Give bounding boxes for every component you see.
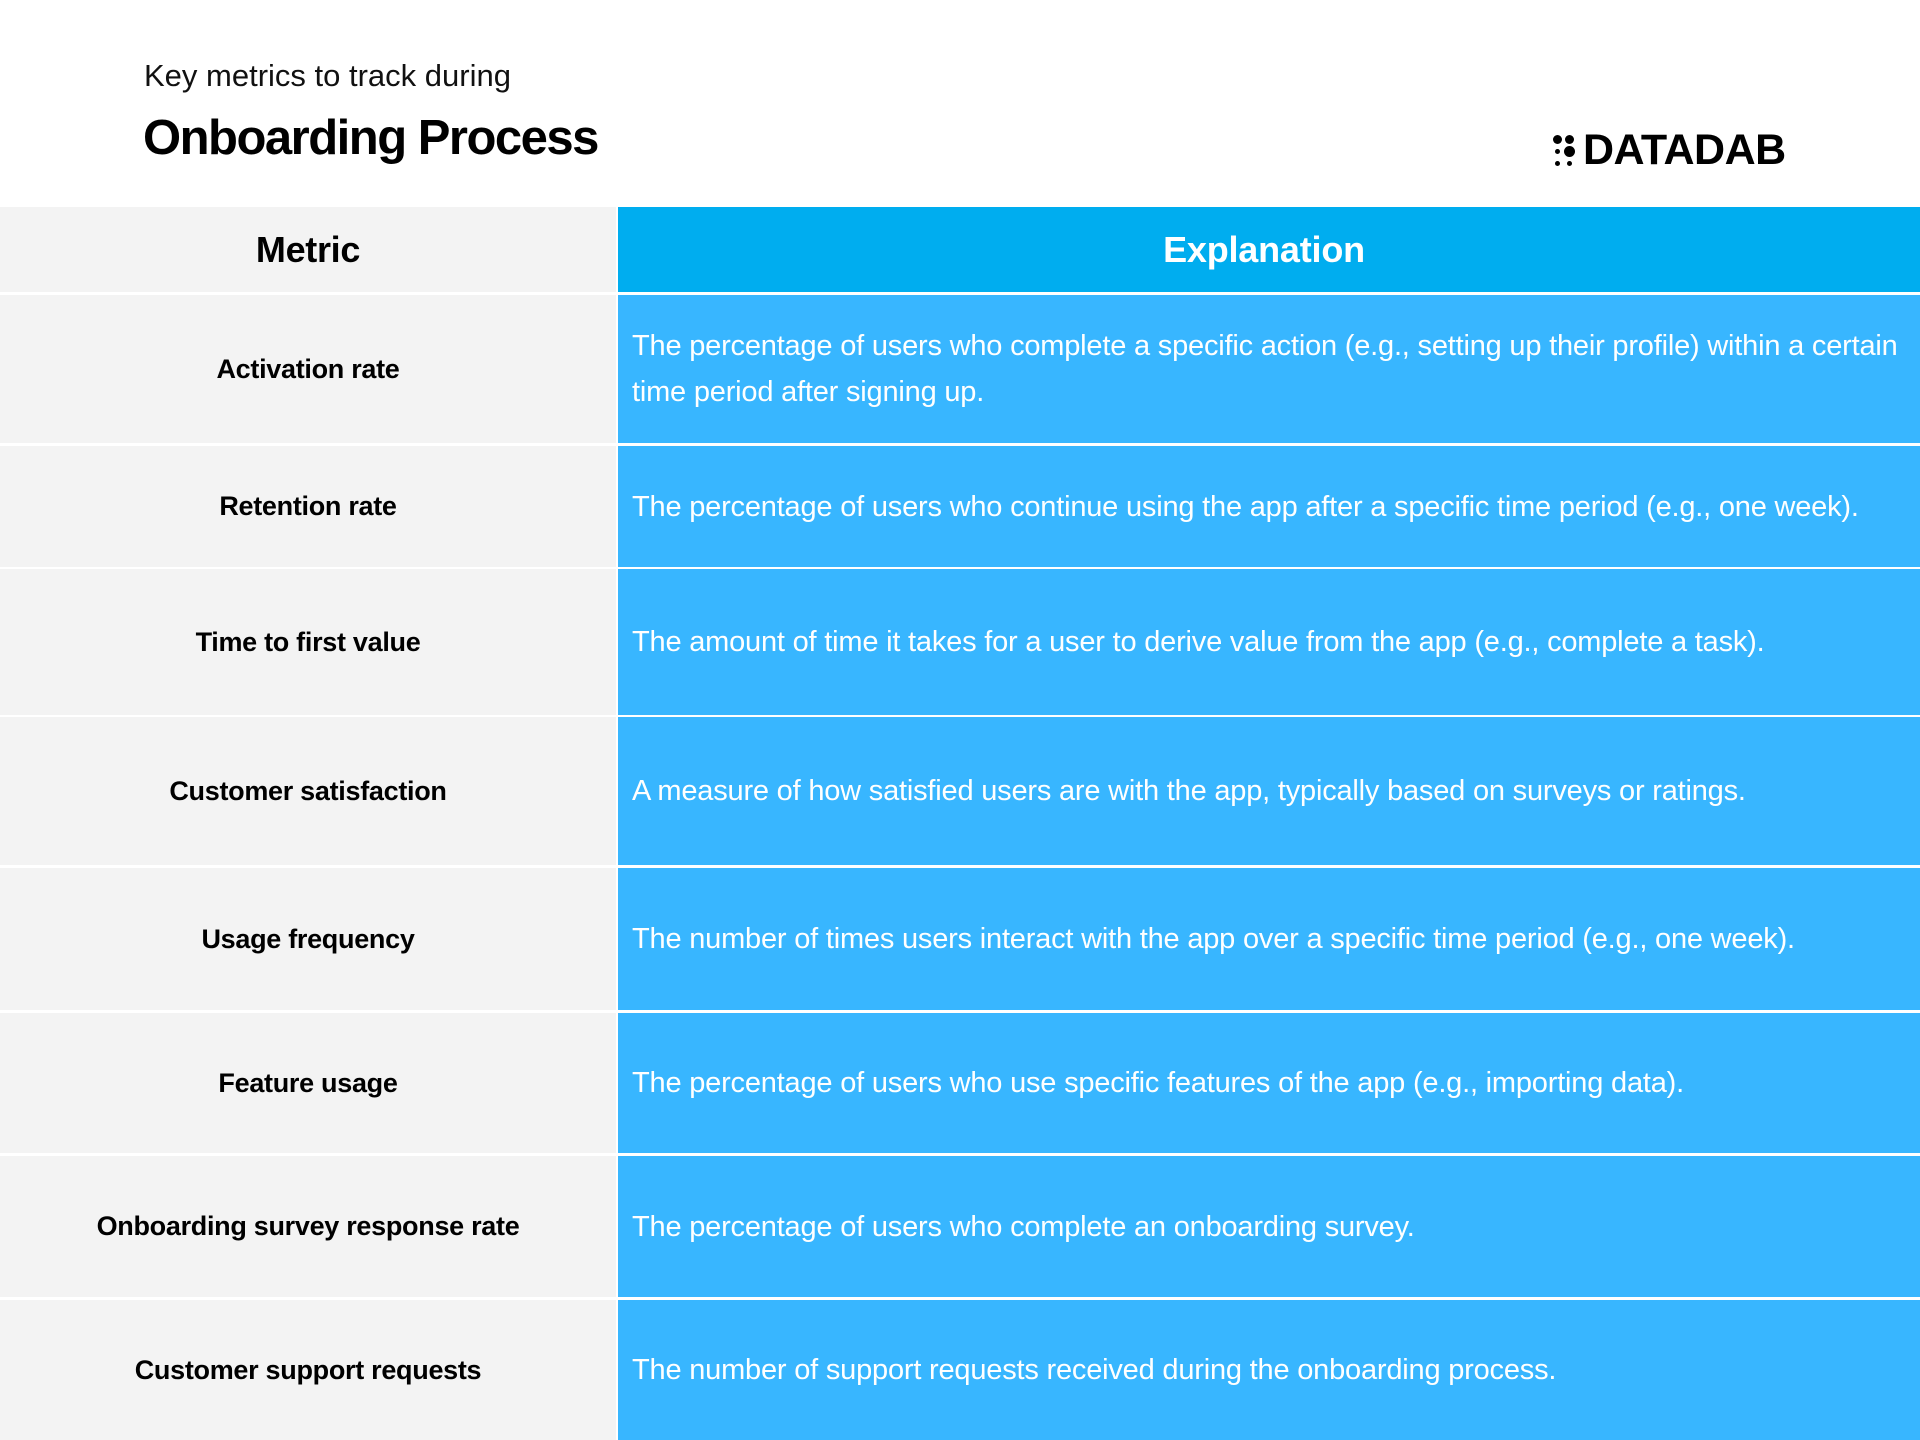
table-row [0,1156,1920,1297]
metric-cell: Usage frequency [0,868,616,1010]
column-header-metric: Metric [0,207,616,292]
metric-cell: Onboarding survey response rate [0,1156,616,1297]
explanation-cell: The percentage of users who complete a specific action (e.g., setting up their profile) within a certain time period after signing up. [618,295,1920,443]
metric-cell: Time to first value [0,569,616,715]
page-title: Onboarding Process [143,111,598,165]
metric-cell: Customer satisfaction [0,717,616,865]
explanation-cell: The percentage of users who complete an onboarding survey. [618,1156,1920,1297]
table-row [0,1013,1920,1153]
explanation-cell: The amount of time it takes for a user to derive value from the app (e.g., complete a task). [618,569,1920,715]
page-header [0,0,1920,207]
metric-cell: Retention rate [0,446,616,567]
metric-cell: Customer support requests [0,1300,616,1440]
dots-grid-icon [1553,132,1577,168]
table-row [0,446,1920,567]
metrics-table [0,207,1920,1440]
table-row [0,295,1920,443]
explanation-cell: The percentage of users who use specific features of the app (e.g., importing data). [618,1013,1920,1153]
explanation-cell: A measure of how satisfied users are with the app, typically based on surveys or ratings. [618,717,1920,865]
table-row [0,868,1920,1010]
table-row [0,717,1920,865]
column-header-explanation: Explanation [618,207,1920,292]
table-header-row [0,207,1920,292]
table-row [0,1300,1920,1440]
explanation-cell: The number of times users interact with the app over a specific time period (e.g., one week). [618,868,1920,1010]
explanation-cell: The percentage of users who continue using the app after a specific time period (e.g., one week). [618,446,1920,567]
table-row [0,569,1920,715]
metric-cell: Activation rate [0,295,616,443]
metric-cell: Feature usage [0,1013,616,1153]
brand-logo [1553,126,1786,174]
page-subtitle: Key metrics to track during [144,58,511,93]
logo-text: DATADAB [1583,126,1786,174]
explanation-cell: The number of support requests received during the onboarding process. [618,1300,1920,1440]
